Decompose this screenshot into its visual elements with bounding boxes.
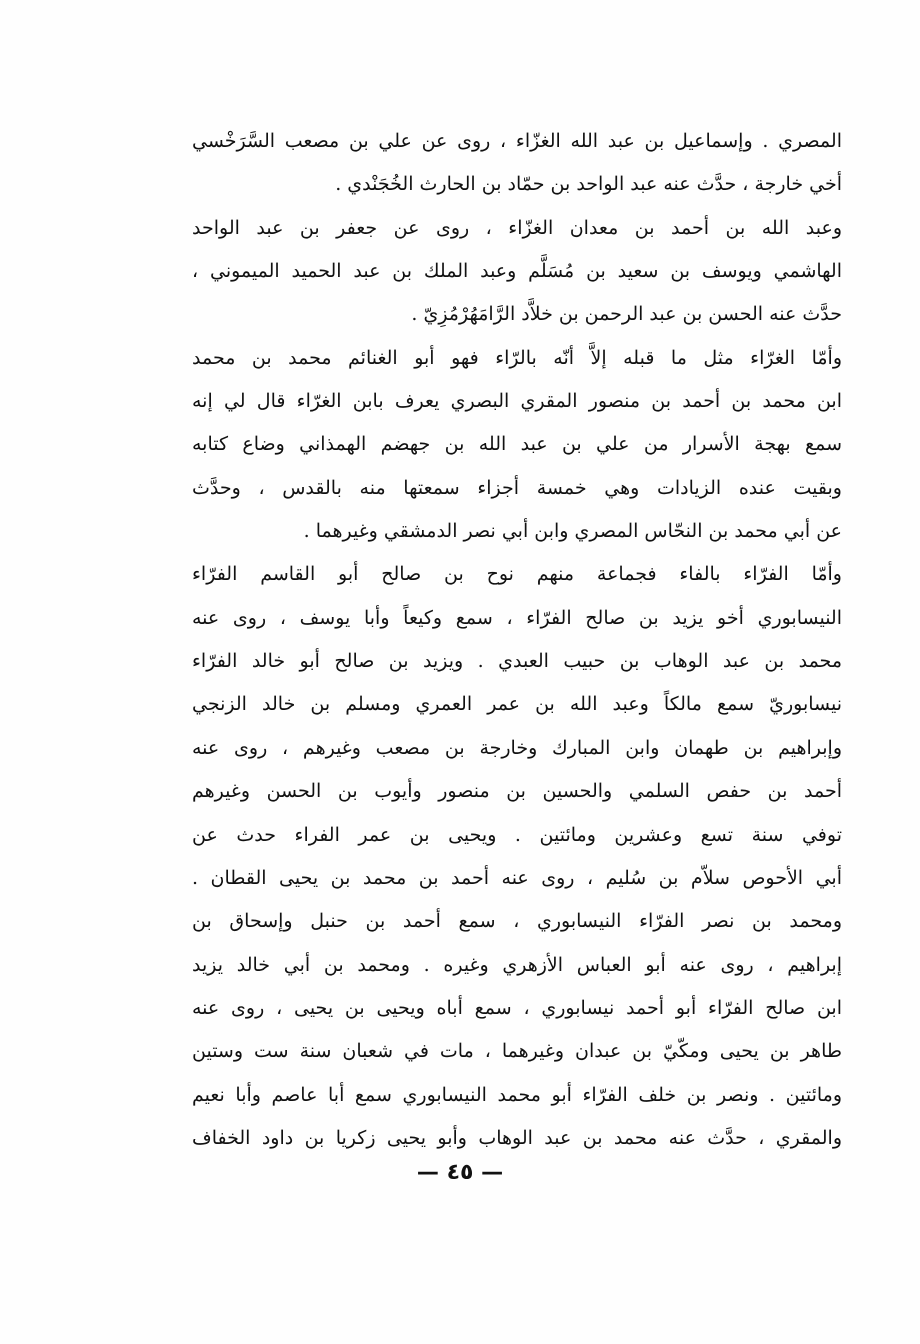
text-line: أبي الأحوص سلاّم بن سُليم ، روى عنه أحمد بن محمد بن يحيى القطان . [192,866,842,889]
text-line: نيسابوريّ سمع مالكاً وعبد الله بن عمر العمري ومسلم بن خالد الزنجي [192,693,842,716]
body-text [192,120,842,1160]
text-line: عن أبي محمد بن النحّاس المصري وابن أبي نصر الدمشقي وغيرهما . [303,520,842,543]
text-line: وأمّا الفرّاء بالفاء فجماعة منهم نوح بن صالح أبو القاسم الفرّاء [192,563,842,586]
text-line: الهاشمي ويوسف بن سعيد بن مُسَلَّم وعبد الملك بن عبد الحميد الميموني ، [192,260,842,283]
text-line: إبراهيم ، روى عنه أبو العباس الأزهري وغيره . ومحمد بن أبي خالد يزيد [192,953,842,976]
text-line: وبقيت عنده الزيادات وهي خمسة أجزاء سمعتها منه بالقدس ، وحدَّث [192,476,842,499]
text-line: والمقري ، حدَّث عنه محمد بن عبد الوهاب وأبو يحيى زكريا بن داود الخفاف [192,1126,842,1149]
text-line: النيسابوري أخو يزيد بن صالح الفرّاء ، سمع وكيعاً وأبا يوسف ، روى عنه [192,606,842,629]
text-line: ومحمد بن نصر الفرّاء النيسابوري ، سمع أحمد بن حنبل وإسحاق بن [192,910,842,933]
page-number: — ٤٥ — [416,1160,504,1185]
text-line: طاهر بن يحيى ومكّيّ بن عبدان وغيرهما ، مات في شعبان سنة ست وستين [192,1040,842,1063]
text-line: وعبد الله بن أحمد بن معدان الغزّاء ، روى عن جعفر بن عبد الواحد [192,216,842,239]
text-line: توفي سنة تسع وعشرين ومائتين . ويحيى بن عمر الفراء حدث عن [192,823,842,846]
text-line: محمد بن عبد الوهاب بن حبيب العبدي . ويزيد بن صالح أبو خالد الفرّاء [192,650,842,673]
text-line: ومائتين . ونصر بن خلف الفرّاء أبو محمد النيسابوري سمع أبا عاصم وأبا نعيم [192,1083,842,1106]
text-line: أحمد بن حفص السلمي والحسين بن منصور وأيوب بن الحسن وغيرهم [192,780,842,803]
text-line: أخي خارجة ، حدَّث عنه عبد الواحد بن حمّاد بن الحارث الخُجَنْدي . [335,173,842,196]
text-line: وأمّا الغرّاء مثل ما قبله إلاَّ أنّه بالرّاء فهو أبو الغنائم محمد بن محمد [192,346,842,369]
text-line: وإبراهيم بن طهمان وابن المبارك وخارجة بن مصعب وغيرهم ، روى عنه [192,736,842,759]
text-line: ابن صالح الفرّاء أبو أحمد نيسابوري ، سمع أباه ويحيى بن يحيى ، روى عنه [192,996,842,1019]
text-line: حدَّث عنه الحسن بن عبد الرحمن بن خلاَّد الرَّامَهُرْمُزِيّ . [411,303,842,326]
text-line: المصري . وإسماعيل بن عبد الله الغزّاء ، روى عن علي بن مصعب السَّرَخْسي [192,130,842,152]
text-line: سمع بهجة الأسرار من علي بن عبد الله بن جهضم الهمذاني وضاع كتابه [192,433,842,456]
text-line: ابن محمد بن أحمد بن منصور المقري البصري يعرف بابن الغرّاء قال لي إنه [192,390,842,413]
